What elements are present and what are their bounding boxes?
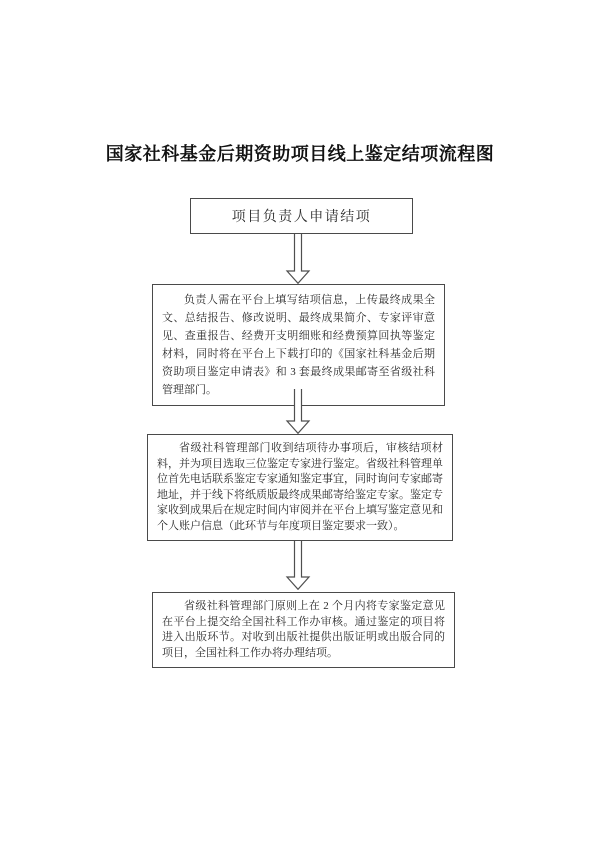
down-arrow-icon — [285, 234, 311, 284]
flow-step-apply-box: 负责人需在平台上填写结项信息，上传最终成果全文、总结报告、修改说明、最终成果简介、专家评审意见、查重报告、经费开支明细账和经费预算回执等鉴定材料，同时将在平台上下载打印的《国家社科基金后期资助项目鉴定申请表》和 3 套最终成果邮寄至省级社科管理部门。 — [152, 284, 445, 406]
down-arrow-icon — [285, 389, 311, 434]
down-arrow-icon — [285, 541, 311, 590]
flow-step-final-box: 省级社科管理部门原则上在 2 个月内将专家鉴定意见在平台上提交给全国社科工作办审核。通过鉴定的项目将进入出版环节。对收到出版社提供出版证明或出版合同的项目，全国社科工作办将办理结项。 — [152, 592, 455, 668]
flow-step-start-label: 项目负责人申请结项 — [231, 210, 372, 225]
flow-step-start-box — [190, 198, 413, 234]
page-title: 国家社科基金后期资助项目线上鉴定结项流程图 — [105, 144, 495, 164]
flow-step-review-box: 省级社科管理部门收到结项待办事项后，审核结项材料，并为项目选取三位鉴定专家进行鉴定。省级社科管理单位首先电话联系鉴定专家通知鉴定事宜，同时询问专家邮寄地址，并于线下将纸质版最终成果邮寄给鉴定专家。鉴定专家收到成果后在规定时间内审阅并在平台上填写鉴定意见和个人账户信息（此环节与年度项目鉴定要求一致）。 — [147, 434, 453, 541]
